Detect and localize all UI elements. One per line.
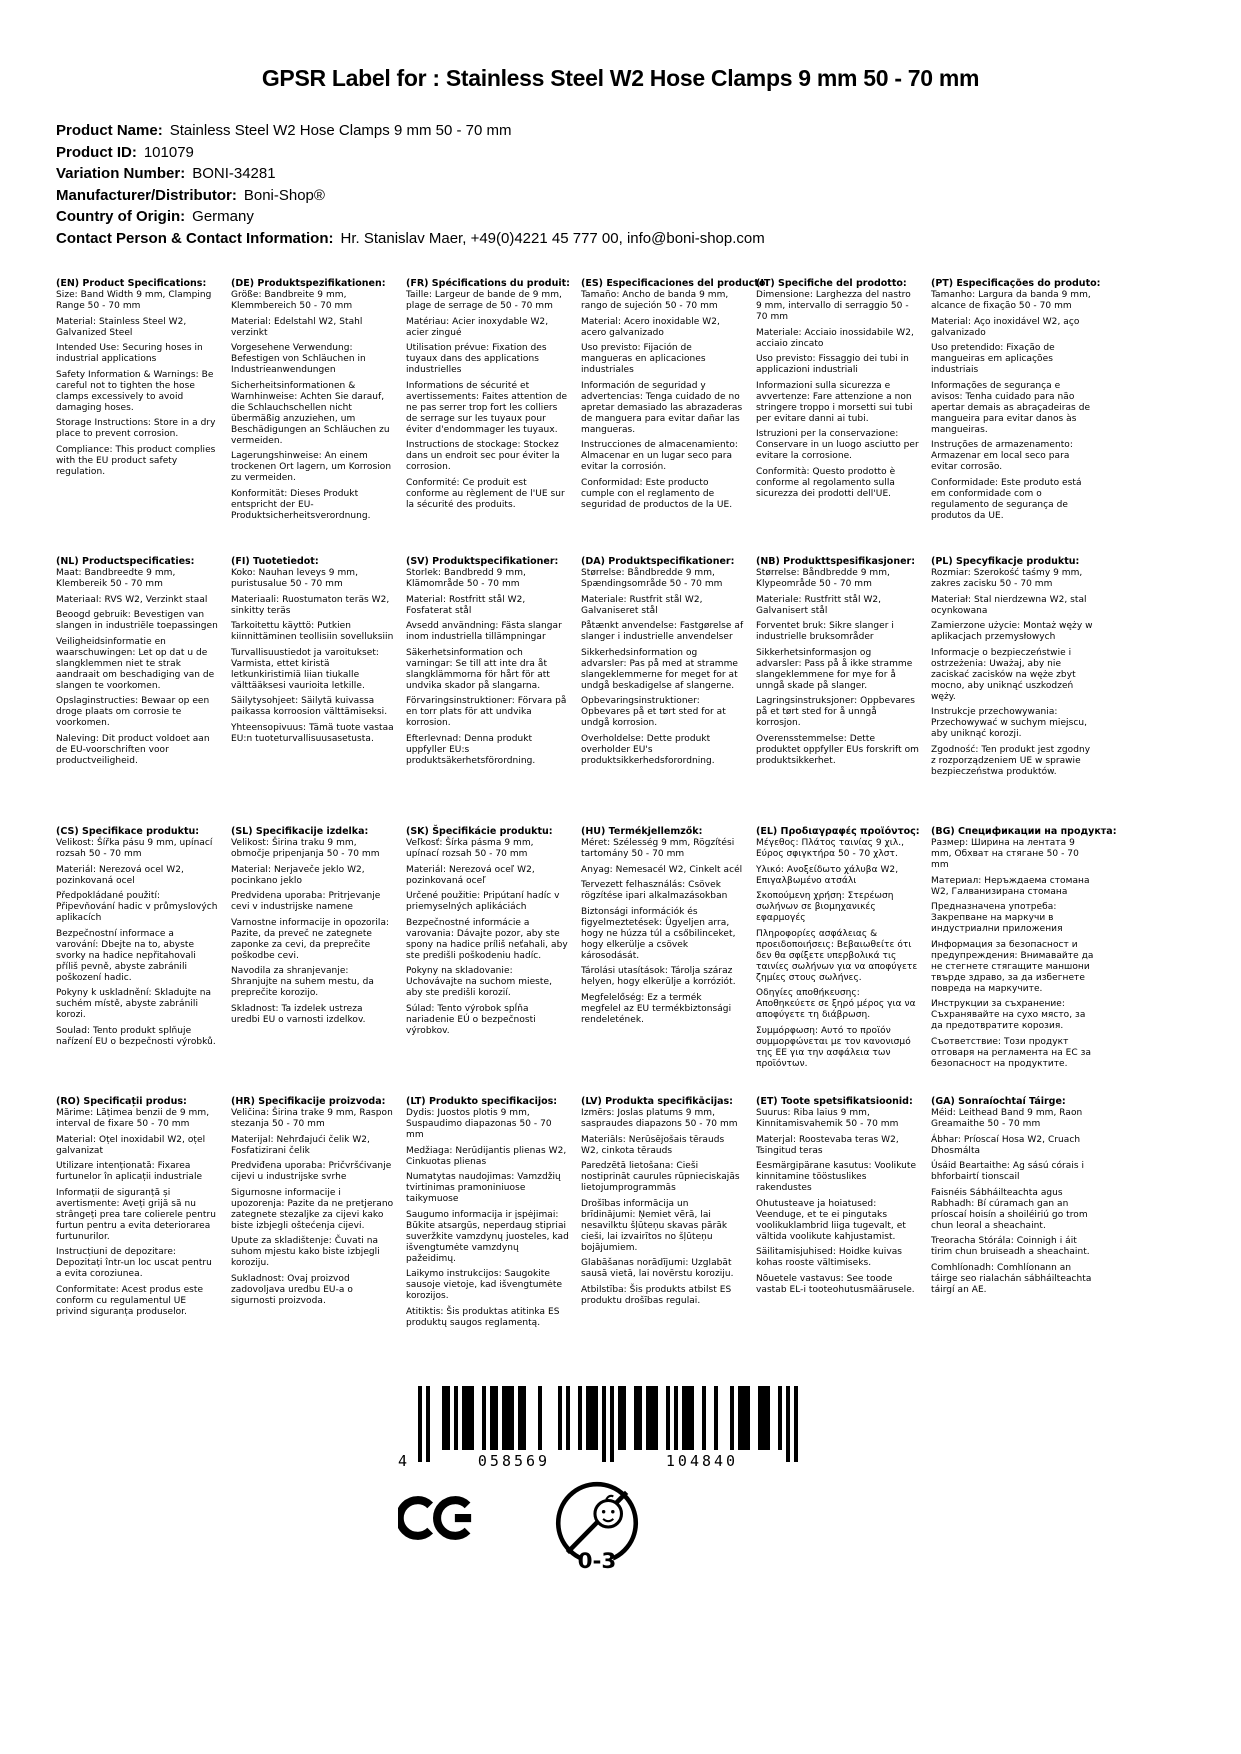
spec-block-title: (FR) Spécifications du produit: <box>406 278 570 289</box>
product-info-value: Germany <box>192 208 254 225</box>
spec-block-nb <box>756 556 919 771</box>
spec-paragraph: Materiale: Rustfritt stål W2, Galvanisert stål <box>756 594 882 616</box>
spec-paragraph: Sigurnosne informacije i upozorenja: Pazite da ne pretjerano zategnete stezaljke za cijevi kako biste izbjegli oštećenja cijevi. <box>231 1187 394 1231</box>
spec-block-title: (SL) Specifikacije izdelka: <box>231 826 369 837</box>
spec-paragraph: Zgodność: Ten produkt jest zgodny z rozporządzeniem UE w sprawie bezpieczeństwa produktów. <box>931 744 1091 777</box>
product-info-value: Boni-Shop® <box>243 186 325 204</box>
spec-paragraph: Οδηγίες αποθήκευσης: Αποθηκεύετε σε ξηρό μέρος για να αποφύγετε τη διάβρωση. <box>756 988 916 1020</box>
product-info-value: 101079 <box>143 143 194 161</box>
spec-paragraph: Konformität: Dieses Produkt entspricht der EU-Produktsicherheitsverordnung. <box>231 488 371 521</box>
spec-paragraph: Instrucțiuni de depozitare: Depozitați într-un loc uscat pentru a evita coroziunea. <box>56 1247 212 1279</box>
spec-paragraph: Size: Band Width 9 mm, Clamping Range 50 - 70 mm <box>56 290 212 311</box>
spec-block-title: (IT) Specifiche del prodotto: <box>756 278 907 289</box>
spec-paragraph: Sukladnost: Ovaj proizvod zadovoljava uredbu EU-a o sigurnosti proizvoda. <box>231 1273 353 1306</box>
product-info-row <box>56 142 1156 164</box>
spec-paragraph: Izmērs: Joslas platums 9 mm, saspraudes diapazons 50 - 70 mm <box>581 1108 738 1129</box>
spec-paragraph: Съответствие: Този продукт отговаря на регламента на ЕС за безопасност на продуктите. <box>931 1036 1092 1069</box>
spec-paragraph: Upute za skladištenje: Čuvati na suhom mjestu kako biste izbjegli koroziju. <box>231 1236 380 1268</box>
spec-paragraph: Säilytysohjeet: Säilytä kuivassa paikassa korroosion välttämiseksi. <box>231 696 388 717</box>
spec-paragraph: Yhteensopivuus: Tämä tuote vastaa EU:n tuoteturvallisuusasetusta. <box>231 722 394 744</box>
spec-block-it <box>756 278 919 504</box>
spec-paragraph: Comhlíonadh: Comhlíonann an táirge seo rialachán sábháilteachta táirgí an AE. <box>931 1262 1092 1295</box>
spec-paragraph: Material: Edelstahl W2, Stahl verzinkt <box>231 316 363 338</box>
spec-paragraph: Glabāšanas norādījumi: Uzglabāt sausā vietā, lai novērstu koroziju. <box>581 1258 734 1279</box>
spec-paragraph: Treoracha Stórála: Coinnigh i áit tirim chun bruiseadh a sheachaint. <box>931 1236 1090 1257</box>
spec-block-title: (PT) Especificações do produto: <box>931 278 1101 289</box>
spec-paragraph: Saugumo informacija ir įspėjimai: Būkite atsargūs, neperdaug stipriai suveržkite vamzdynų juosteles, kad išvengtumėte vamzdynų pažeidimų. <box>406 1209 569 1264</box>
spec-paragraph: Predviđena uporaba: Pričvršćivanje cijevi u industrijske svrhe <box>231 1161 392 1182</box>
spec-paragraph: Mărime: Lățimea benzii de 9 mm, interval de fixare 50 - 70 mm <box>56 1108 210 1129</box>
spec-paragraph: Veiligheidsinformatie en waarschuwingen: Let op dat u de slangklemmen niet te strak aandraait om beschadiging van de slangen te voorkomen. <box>56 636 215 691</box>
spec-block-title: (ES) Especificaciones del producto: <box>581 278 770 289</box>
spec-paragraph: Bezpečnostní informace a varování: Dbejte na to, abyste svorky na hadice nepřitahovali příliš pevně, abyste zabránili poškození hadic. <box>56 928 196 983</box>
spec-paragraph: Lagerungshinweise: An einem trockenen Ort lagern, um Korrosion zu vermeiden. <box>231 451 392 483</box>
spec-paragraph: Materiāls: Nerūsējošais tērauds W2, cinkota tērauds <box>581 1134 725 1156</box>
spec-paragraph: Material: Rostfritt stål W2, Fosfaterat stål <box>406 594 526 616</box>
spec-paragraph: Materiale: Acciaio inossidabile W2, acciaio zincato <box>756 327 914 349</box>
spec-paragraph: Tárolási utasítások: Tárolja száraz helyen, hogy elkerülje a korróziót. <box>581 966 736 987</box>
product-info-label: Product ID: <box>56 143 137 161</box>
barcode-digits-right-group: 104840 <box>665 1452 739 1470</box>
product-info-row <box>56 228 1156 250</box>
spec-paragraph: Säilitamisjuhised: Hoidke kuivas kohas rooste vältimiseks. <box>756 1247 903 1268</box>
spec-paragraph: Informazioni sulla sicurezza e avvertenze: Fare attenzione a non stringere troppo i morsetti sui tubi per evitare danni ai tubi. <box>756 380 913 424</box>
spec-paragraph: Předpokládané použití: Připevňování hadic v průmyslových aplikacích <box>56 891 218 923</box>
spec-paragraph: Información de seguridad y advertencias: Tenga cuidado de no apretar demasiado las abrazaderas de manguera para evitar dañar las mangueras. <box>581 380 743 435</box>
spec-block-ga <box>931 1096 1094 1300</box>
spec-paragraph: Súlad: Tento výrobok spĺňa nariadenie EÚ o bezpečnosti výrobkov. <box>406 1003 536 1036</box>
spec-paragraph: Méid: Leithead Band 9 mm, Raon Greamaithe 50 - 70 mm <box>931 1108 1083 1129</box>
spec-paragraph: Paredzētā lietošana: Cieši nostiprināt caurules rūpnieciskajās lietojumprogrammās <box>581 1161 740 1193</box>
spec-paragraph: Säkerhetsinformation och varningar: Se till att inte dra åt slangklämmorna för hårt för att undvika skador på slangarna. <box>406 647 550 691</box>
spec-paragraph: Atbilstība: Šis produkts atbilst ES produktu drošības regulai. <box>581 1284 732 1306</box>
spec-block-title: (EN) Product Specifications: <box>56 278 207 289</box>
spec-paragraph: Storage Instructions: Store in a dry place to prevent corrosion. <box>56 418 216 439</box>
spec-paragraph: Informacje o bezpieczeństwie i ostrzeżenia: Uważaj, aby nie zaciskać zacisków na węże zbyt mocno, aby uniknąć uszkodzeń węży. <box>931 647 1076 702</box>
spec-paragraph: Material: Aço inoxidável W2, aço galvanizado <box>931 316 1080 338</box>
spec-paragraph: Materiał: Stal nierdzewna W2, stal ocynkowana <box>931 594 1087 616</box>
spec-block-sv <box>406 556 569 771</box>
spec-paragraph: Material: Oțel inoxidabil W2, oțel galvanizat <box>56 1134 206 1156</box>
spec-paragraph: Tamaño: Ancho de banda 9 mm, rango de sujeción 50 - 70 mm <box>581 290 729 311</box>
spec-paragraph: Informações de segurança e avisos: Tenha cuidado para não apertar demais as abraçadeiras de mangueira para evitar danos às mangueiras. <box>931 380 1091 435</box>
spec-paragraph: Rozmiar: Szerokość taśmy 9 mm, zakres zacisku 50 - 70 mm <box>931 568 1083 589</box>
spec-paragraph: Instructions de stockage: Stockez dans un endroit sec pour éviter la corrosion. <box>406 440 560 472</box>
spec-block-lv <box>581 1096 744 1311</box>
spec-block-pl <box>931 556 1094 782</box>
spec-block-title: (LT) Produkto specifikacijos: <box>406 1096 558 1107</box>
product-info-value: BONI-34281 <box>192 165 276 182</box>
spec-paragraph: Materiaali: Ruostumaton teräs W2, sinkitty teräs <box>231 594 390 616</box>
spec-block-title: (PL) Specyfikacje produktu: <box>931 556 1080 567</box>
spec-paragraph: Инструкции за съхранение: Съхранявайте на сухо място, за да предотвратите корозия. <box>931 999 1086 1031</box>
spec-paragraph: Storlek: Bandbredd 9 mm, Klämområde 50 - 70 mm <box>406 568 526 589</box>
spec-paragraph: Conformità: Questo prodotto è conforme al regolamento sulla sicurezza dei prodotti dell'UE. <box>756 466 896 499</box>
spec-block-title: (NL) Productspecificaties: <box>56 556 195 567</box>
spec-paragraph: Påtænkt anvendelse: Fastgørelse af slanger i industrielle anvendelser <box>581 621 744 642</box>
spec-paragraph: Tarkoitettu käyttö: Putkien kiinnittäminen teollisiin sovelluksiin <box>231 621 394 642</box>
spec-paragraph: Materiál: Nerezová ocel W2, pozinkovaná ocel <box>56 864 184 886</box>
spec-paragraph: Sicherheitsinformationen & Warnhinweise: Achten Sie darauf, die Schlauchschellen nicht übermäßig anzuziehen, um Beschädigungen an Schläuchen zu vermeiden. <box>231 380 390 446</box>
spec-block-title: (RO) Specificații produs: <box>56 1096 187 1107</box>
footer-area <box>0 1380 1241 1754</box>
spec-block-es <box>581 278 770 515</box>
spec-paragraph: Nõuetele vastavus: See toode vastab EL-i tooteohutusmäärusele. <box>756 1273 915 1295</box>
spec-paragraph: Istruzioni per la conservazione: Conservare in un luogo asciutto per evitare la corrosione. <box>756 429 919 461</box>
spec-paragraph: Naleving: Dit product voldoet aan de EU-voorschriften voor productveiligheid. <box>56 733 210 766</box>
spec-paragraph: Bezpečnostné informácie a varovania: Dávajte pozor, aby ste spony na hadice príliš neťahali, aby ste predišli poškodeniu hadíc. <box>406 917 568 961</box>
spec-paragraph: Размер: Ширина на лентата 9 mm, Обхват на стягане 50 - 70 mm <box>931 838 1079 870</box>
spec-block-cs <box>56 826 219 1052</box>
spec-paragraph: Uso previsto: Fijación de mangueras en aplicaciones industriales <box>581 343 706 375</box>
spec-block-title: (HR) Specifikacije proizvoda: <box>231 1096 386 1107</box>
spec-paragraph: Sikkerhedsinformation og advarsler: Pas på med at stramme slangeklemmerne for meget for at undgå beskadigelse af slangerne. <box>581 647 738 691</box>
spec-paragraph: Материал: Неръждаема стомана W2, Галванизирана стомана <box>931 875 1090 897</box>
spec-paragraph: Conformitate: Acest produs este conform cu regulamentul UE privind siguranța produselor. <box>56 1284 204 1317</box>
spec-paragraph: Πληροφορίες ασφάλειας & προειδοποιήσεις: Βεβαιωθείτε ότι δεν θα σφίξετε υπερβολικά τις ταινίες σωλήνων για να αποφύγετε ζημίες στους σωλήνες. <box>756 928 918 983</box>
spec-paragraph: Overensstemmelse: Dette produktet oppfyller EUs forskrift om produktsikkerhet. <box>756 733 919 766</box>
spec-paragraph: Safety Information & Warnings: Be careful not to tighten the hose clamps excessively to avoid damaging hoses. <box>56 369 214 413</box>
spec-paragraph: Soulad: Tento produkt splňuje nařízení EU o bezpečnosti výrobků. <box>56 1025 216 1047</box>
spec-block-en <box>56 278 219 482</box>
spec-block-sk <box>406 826 569 1041</box>
spec-paragraph: Intended Use: Securing hoses in industrial applications <box>56 343 203 364</box>
spec-paragraph: Anyag: Nemesacél W2, Cinkelt acél <box>581 864 743 875</box>
product-info-label: Product Name: <box>56 122 163 139</box>
spec-paragraph: Material: Acero inoxidable W2, acero galvanizado <box>581 316 720 338</box>
spec-paragraph: Veličina: Širina trake 9 mm, Raspon stezanja 50 - 70 mm <box>231 1108 393 1129</box>
spec-block-title: (LV) Produkta specifikācijas: <box>581 1096 733 1107</box>
spec-paragraph: Úsáid Beartaithe: Ag sású córais i bhforbairtí tionscail <box>931 1161 1085 1182</box>
spec-paragraph: Medžiaga: Nerūdijantis plienas W2, Cinkuotas plienas <box>406 1145 567 1167</box>
spec-paragraph: Avsedd användning: Fästa slangar inom industriella tillämpningar <box>406 621 562 642</box>
spec-paragraph: Opbevaringsinstruktioner: Opbevares på et tørt sted for at undgå korrosion. <box>581 696 726 728</box>
spec-paragraph: Maat: Bandbreedte 9 mm, Klembereik 50 - 70 mm <box>56 568 176 589</box>
spec-block-el <box>756 826 919 1074</box>
spec-block-title: (DE) Produktspezifikationen: <box>231 278 386 289</box>
page-title: GPSR Label for : Stainless Steel W2 Hose Clamps 9 mm 50 - 70 mm <box>261 65 980 92</box>
spec-block-title: (GA) Sonraíochtaí Táirge: <box>931 1096 1066 1107</box>
spec-block-title: (DA) Produktspecifikationer: <box>581 556 735 567</box>
spec-paragraph: Größe: Bandbreite 9 mm, Klemmbereich 50 - 70 mm <box>231 290 353 311</box>
spec-paragraph: Pokyny k uskladnění: Skladujte na suchém místě, abyste zabránili korozi. <box>56 988 212 1020</box>
spec-paragraph: Veľkosť: Šírka pásma 9 mm, upínací rozsah 50 - 70 mm <box>406 838 534 859</box>
spec-paragraph: Instruções de armazenamento: Armazenar em local seco para evitar corrosão. <box>931 440 1073 472</box>
spec-paragraph: Pokyny na skladovanie: Uchovávajte na suchom mieste, aby ste predišli korozií. <box>406 966 552 998</box>
spec-paragraph: Materiale: Rustfrit stål W2, Galvaniseret stål <box>581 594 703 616</box>
spec-paragraph: Material: Stainless Steel W2, Galvanized Steel <box>56 316 187 338</box>
spec-paragraph: Størrelse: Båndbredde 9 mm, Klypeområde 50 - 70 mm <box>756 568 890 589</box>
spec-paragraph: Material: Nerjaveče jeklo W2, pocinkano jeklo <box>231 864 365 886</box>
spec-paragraph: Megfelelőség: Ez a termék megfelel az EU termékbiztonsági rendeletének. <box>581 992 732 1025</box>
spec-paragraph: Conformidade: Este produto está em conformidade com o regulamento de segurança de produtos da UE. <box>931 477 1082 521</box>
spec-paragraph: Overholdelse: Dette produkt overholder EU's produktsikkerhedsforordning. <box>581 733 715 766</box>
spec-paragraph: Uso previsto: Fissaggio dei tubi in applicazioni industriali <box>756 354 909 375</box>
spec-block-fr <box>406 278 569 515</box>
spec-paragraph: Lagringsinstruksjoner: Oppbevares på et tørt sted for å unngå korrosjon. <box>756 696 915 728</box>
spec-paragraph: Zamierzone użycie: Montaż węży w aplikacjach przemysłowych <box>931 621 1093 642</box>
spec-paragraph: Taille: Largeur de bande de 9 mm, plage de serrage de 50 - 70 mm <box>406 290 562 311</box>
ean13-barcode-icon <box>396 1386 808 1472</box>
spec-paragraph: Conformité: Ce produit est conforme au règlement de l'UE sur la sécurité des produits. <box>406 477 565 510</box>
spec-block-hr <box>231 1096 394 1311</box>
product-info-row <box>56 185 1156 207</box>
spec-paragraph: Ábhar: Príoscaí Hosa W2, Cruach Dhosmálta <box>931 1134 1081 1156</box>
spec-paragraph: Информация за безопасност и предупреждения: Внимавайте да не стегнете стягащите маншони твърде здраво, за да избегнете повреда на маркучите. <box>931 939 1094 994</box>
spec-block-bg <box>931 826 1117 1074</box>
spec-paragraph: Sikkerhetsinformasjon og advarsler: Pass på å ikke stramme slangeklemmene for mye for å unngå skade på slanger. <box>756 647 913 691</box>
spec-paragraph: Varnostne informacije in opozorila: Pazite, da preveč ne zategnete zaponke za cevi, da preprečite poškodbe cevi. <box>231 917 390 961</box>
spec-paragraph: Skladnost: Ta izdelek ustreza uredbi EU o varnosti izdelkov. <box>231 1003 366 1025</box>
spec-paragraph: Dydis: Juostos plotis 9 mm, Suspaudimo diapazonas 50 - 70 mm <box>406 1108 552 1140</box>
spec-block-hu <box>581 826 744 1030</box>
spec-block-title: (CS) Specifikace produktu: <box>56 826 200 837</box>
spec-paragraph: Utilisation prévue: Fixation des tuyaux dans des applications industrielles <box>406 343 547 375</box>
spec-block-nl <box>56 556 219 771</box>
spec-paragraph: Συμμόρφωση: Αυτό το προϊόν συμμορφώνεται με τον κανονισμό της ΕΕ για την ασφάλεια των προϊόντων. <box>756 1025 911 1069</box>
spec-paragraph: Materiaal: RVS W2, Verzinkt staal <box>56 594 208 605</box>
spec-paragraph: Méret: Szélesség 9 mm, Rögzítési tartomány 50 - 70 mm <box>581 838 735 859</box>
spec-block-et <box>756 1096 919 1300</box>
spec-paragraph: Instrukcje przechowywania: Przechowywać w suchym miejscu, aby uniknąć korozji. <box>931 707 1087 739</box>
spec-paragraph: Förvaringsinstruktioner: Förvara på en torr plats för att undvika korrosion. <box>406 696 567 728</box>
spec-grid <box>56 278 1117 1333</box>
spec-paragraph: Navodila za shranjevanje: Shranjujte na suhem mestu, da preprečite korozijo. <box>231 966 374 998</box>
spec-block-fi <box>231 556 394 749</box>
spec-block-title: (HU) Termékjellemzők: <box>581 826 703 837</box>
barcode-digits-left-group: 058569 <box>477 1452 551 1470</box>
ce-mark-icon <box>398 1486 476 1550</box>
spec-paragraph: Størrelse: Båndbredde 9 mm, Spændingsområde 50 - 70 mm <box>581 568 723 589</box>
spec-block-title: (SV) Produktspecifikationer: <box>406 556 559 567</box>
spec-block-title: (SK) Špecifikácie produktu: <box>406 826 553 837</box>
spec-paragraph: Predvidena uporaba: Pritrjevanje cevi v industrijske namene <box>231 891 381 912</box>
spec-block-ro <box>56 1096 219 1322</box>
spec-block-sl <box>231 826 394 1030</box>
spec-paragraph: Informații de siguranță și avertismente: Aveți grijă să nu strângeți prea tare colierele pentru furtun pentru a evita deteriorarea furtunurilor. <box>56 1187 216 1242</box>
spec-block-title: (FI) Tuotetiedot: <box>231 556 319 567</box>
spec-block-de <box>231 278 394 526</box>
spec-paragraph: Tervezett felhasználás: Csövek rögzítése ipari alkalmazásokban <box>581 880 728 901</box>
age-warning-0-3-icon <box>546 1474 648 1578</box>
spec-paragraph: Atitiktis: Šis produktas atitinka ES produktų saugos reglamentą. <box>406 1306 560 1328</box>
spec-paragraph: Suurus: Riba laius 9 mm, Kinnitamisvahemik 50 - 70 mm <box>756 1108 899 1129</box>
spec-paragraph: Materijal: Nehrđajući čelik W2, Fosfatizirani čelik <box>231 1134 370 1156</box>
spec-paragraph: Matériau: Acier inoxydable W2, acier zingué <box>406 316 549 338</box>
spec-paragraph: Turvallisuustiedot ja varoitukset: Varmista, ettet kiristä letkunkiristimiä liian tiukalle välttääksesi vaurioita letkille. <box>231 647 379 691</box>
product-info-label: Country of Origin: <box>56 208 186 225</box>
spec-paragraph: Beoogd gebruik: Bevestigen van slangen in industriële toepassingen <box>56 610 218 631</box>
spec-paragraph: Υλικό: Ανοξείδωτο χάλυβα W2, Επιγαλβωμένο ατσάλι <box>756 864 899 886</box>
spec-paragraph: Eesmärgipärane kasutus: Voolikute kinnitamine tööstuslikes rakendustes <box>756 1161 917 1193</box>
product-info-label: Manufacturer/Distributor: <box>56 186 237 204</box>
spec-paragraph: Velikost: Šířka pásu 9 mm, upínací rozsah 50 - 70 mm <box>56 838 213 859</box>
spec-paragraph: Numatytas naudojimas: Vamzdžių tvirtinimas pramoniniuose taikymuose <box>406 1172 561 1204</box>
spec-paragraph: Biztonsági információk és figyelmeztetések: Ügyeljen arra, hogy ne húzza túl a csőbilinceket, hogy elkerülje a csövek károsodását. <box>581 906 736 961</box>
spec-paragraph: Koko: Nauhan leveys 9 mm, puristusalue 50 - 70 mm <box>231 568 358 589</box>
spec-paragraph: Compliance: This product complies with the EU product safety regulation. <box>56 444 216 477</box>
product-info-label: Contact Person & Contact Information: <box>56 229 334 247</box>
spec-block-title: (BG) Спецификации на продукта: <box>931 826 1117 837</box>
spec-paragraph: Uso pretendido: Fixação de mangueiras em aplicações industriais <box>931 343 1055 375</box>
spec-paragraph: Materiál: Nerezová oceľ W2, pozinkovaná oceľ <box>406 864 535 886</box>
spec-paragraph: Utilizare intenționată: Fixarea furtunelor în aplicații industriale <box>56 1161 203 1182</box>
spec-paragraph: Ohutusteave ja hoiatused: Veenduge, et te ei pingutaks voolikuklambrid liiga tugevalt, et vältida voolikute kahjustamist. <box>756 1198 906 1242</box>
product-info-row <box>56 163 1156 185</box>
spec-block-pt <box>931 278 1101 526</box>
spec-paragraph: Velikost: Širina traku 9 mm, območje pripenjanja 50 - 70 mm <box>231 838 380 859</box>
product-info-row <box>56 206 1156 228</box>
spec-paragraph: Určené použitie: Pripútaní hadíc v priemyselných aplikáciách <box>406 891 560 912</box>
spec-paragraph: Informations de sécurité et avertissements: Faites attention de ne pas serrer trop fort les colliers de serrage sur les tuyaux pour éviter d'endommager les tuyaux. <box>406 380 568 435</box>
spec-paragraph: Opslaginstructies: Bewaar op een droge plaats om corrosie te voorkomen. <box>56 696 210 728</box>
spec-paragraph: Conformidad: Este producto cumple con el reglamento de seguridad de productos de la UE. <box>581 477 733 510</box>
product-info <box>56 120 1156 249</box>
spec-paragraph: Drošības informācija un brīdinājumi: Ņemiet vērā, lai nesavilktu šļūteņu skavas pārāk cieši, lai izvairītos no šļūteņu bojājumiem. <box>581 1198 728 1253</box>
barcode-digit-leading: 4 <box>398 1452 411 1470</box>
spec-paragraph: Efterlevnad: Denna produkt uppfyller EU:s produktsäkerhetsförordning. <box>406 733 536 766</box>
spec-paragraph: Laikymo instrukcijos: Saugokite sausoje vietoje, kad išvengtumėte korozijos. <box>406 1269 563 1301</box>
spec-paragraph: Faisnéis Sábháilteachta agus Rabhadh: Bí cúramach gan an príoscaí hoisín a shoiléiriú go trom chun leoral a sheachaint. <box>931 1187 1088 1231</box>
spec-paragraph: Μέγεθος: Πλάτος ταινίας 9 χιλ., Εύρος σφιγκτήρα 50 - 70 χλστ. <box>756 838 905 859</box>
spec-block-title: (EL) Προδιαγραφές προϊόντος: <box>756 826 920 837</box>
spec-block-da <box>581 556 744 771</box>
spec-paragraph: Σκοπούμενη χρήση: Στερέωση σωλήνων σε βιομηχανικές εφαρμογές <box>756 891 894 923</box>
spec-block-title: (ET) Toote spetsifikatsioonid: <box>756 1096 913 1107</box>
spec-paragraph: Tamanho: Largura da banda 9 mm, alcance de fixação 50 - 70 mm <box>931 290 1091 311</box>
spec-paragraph: Forventet bruk: Sikre slanger i industrielle bruksområder <box>756 621 894 642</box>
product-info-label: Variation Number: <box>56 165 186 182</box>
age-warning-label: 0-3 <box>577 1548 617 1574</box>
spec-paragraph: Vorgesehene Verwendung: Befestigen von Schläuchen in Industrieanwendungen <box>231 343 366 375</box>
spec-paragraph: Dimensione: Larghezza del nastro 9 mm, intervallo di serraggio 50 - 70 mm <box>756 290 911 322</box>
spec-paragraph: Предназначена употреба: Закрепване на маркучи в индустриални приложения <box>931 902 1063 934</box>
spec-paragraph: Materjal: Roostevaba teras W2, Tsingitud teras <box>756 1134 899 1156</box>
product-info-value: Hr. Stanislav Maer, +49(0)4221 45 777 00, info@boni-shop.com <box>340 229 765 247</box>
spec-block-title: (NB) Produkttspesifikasjoner: <box>756 556 916 567</box>
spec-block-lt <box>406 1096 569 1333</box>
barcode <box>396 1386 808 1472</box>
product-info-value: Stainless Steel W2 Hose Clamps 9 mm 50 - 70 mm <box>169 122 512 139</box>
product-info-row <box>56 120 1156 142</box>
spec-paragraph: Instrucciones de almacenamiento: Almacenar en un lugar seco para evitar la corrosión. <box>581 440 738 472</box>
